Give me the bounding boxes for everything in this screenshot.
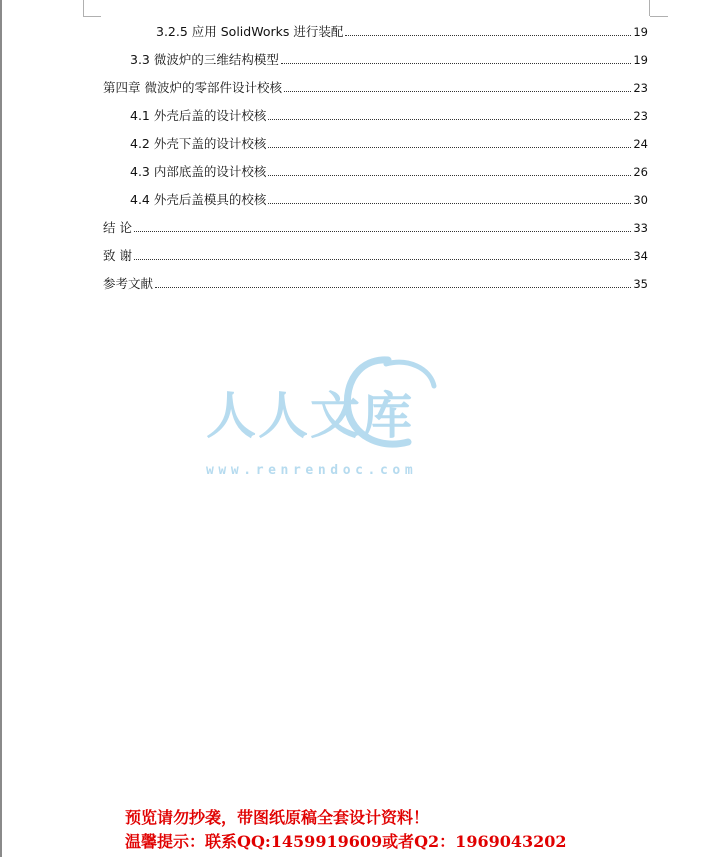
toc-entry-page: 26 [633, 165, 648, 179]
toc-entry[interactable] [130, 162, 648, 180]
toc-entry[interactable] [130, 134, 648, 152]
toc-entry[interactable] [156, 22, 648, 40]
toc-entry-page: 30 [633, 193, 648, 207]
toc-entry-page: 19 [633, 25, 648, 39]
toc-entry-page: 24 [633, 137, 648, 151]
watermark-url: www.renrendoc.com [206, 463, 418, 478]
preview-notice [125, 806, 567, 854]
toc-entry-title: 4.3 内部底盖的设计校核 [130, 164, 267, 179]
toc-entry-title: 3.3 微波炉的三维结构模型 [130, 52, 279, 67]
toc-leader-dots [268, 175, 631, 176]
renrendoc-watermark [200, 352, 500, 482]
toc-leader-dots [268, 147, 631, 148]
margin-corner-mark-left [83, 0, 84, 16]
toc-entry-title: 参考文献 [103, 276, 154, 291]
page-left-border [0, 0, 2, 857]
toc-leader-dots [345, 35, 631, 36]
notice-line-2: 温馨提示：联系QQ:1459919609或者Q2：1969043202 [125, 832, 567, 851]
toc-entry[interactable] [130, 106, 648, 124]
toc-entry[interactable] [103, 218, 648, 236]
toc-entry-title: 结 论 [103, 220, 132, 235]
margin-corner-mark-left-h [83, 16, 101, 17]
margin-corner-mark-right-h [650, 16, 668, 17]
toc-entry-page: 23 [633, 109, 648, 123]
toc-leader-dots [134, 231, 631, 232]
toc-leader-dots [268, 119, 631, 120]
toc-entry-page: 34 [633, 249, 648, 263]
notice-line-1: 预览请勿抄袭，带图纸原稿全套设计资料！ [125, 808, 430, 827]
toc-entry[interactable] [103, 78, 648, 96]
toc-entry[interactable] [130, 50, 648, 68]
toc-entry-page: 19 [633, 53, 648, 67]
toc-entry-title: 4.4 外壳后盖模具的校核 [130, 192, 267, 207]
toc-entry[interactable] [130, 190, 648, 208]
toc-leader-dots [268, 203, 631, 204]
toc-entry-title: 3.2.5 应用 SolidWorks 进行装配 [156, 24, 344, 39]
toc-leader-dots [281, 63, 632, 64]
toc-entry-title: 4.2 外壳下盖的设计校核 [130, 136, 267, 151]
toc-entry[interactable] [103, 274, 648, 292]
toc-entry-title: 第四章 微波炉的零部件设计校核 [103, 80, 282, 95]
margin-corner-mark-right [649, 0, 650, 16]
watermark-brand-text: 人人文库 [206, 386, 414, 445]
toc-entry[interactable] [103, 246, 648, 264]
toc-entry-page: 35 [633, 277, 648, 291]
toc-leader-dots [134, 259, 631, 260]
toc-entry-title: 4.1 外壳后盖的设计校核 [130, 108, 267, 123]
toc-entry-page: 33 [633, 221, 648, 235]
toc-leader-dots [284, 91, 631, 92]
toc-entry-title: 致 谢 [103, 248, 132, 263]
toc-entry-page: 23 [633, 81, 648, 95]
toc-leader-dots [155, 287, 631, 288]
